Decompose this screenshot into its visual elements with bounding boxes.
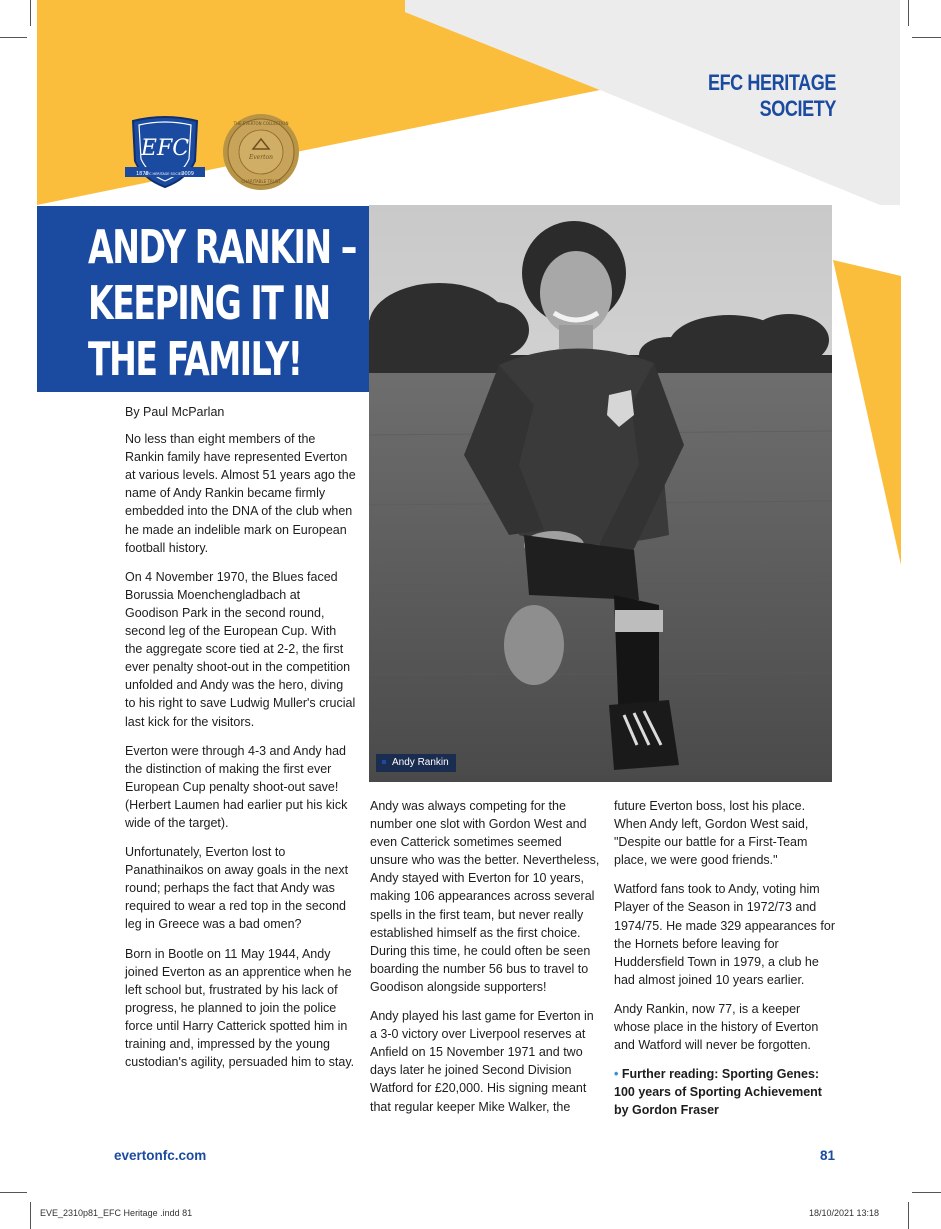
crop-mark: [912, 37, 941, 38]
paragraph: Unfortunately, Everton lost to Panathinaikos on away goals in the next round; perhaps the fact that Andy was required to wear a red top in the second leg in Greece was a bad omen?: [125, 845, 349, 932]
paragraph: Everton were through 4-3 and Andy had the distinction of making the first ever European Cup penalty shoot-out save! (Herbert Laumen had earlier put his kick wide of the target).: [125, 743, 348, 830]
crop-mark: [912, 1192, 941, 1193]
svg-text:Everton: Everton: [248, 154, 274, 161]
section-label: EFC HERITAGE SOCIETY: [707, 70, 836, 121]
paragraph: On 4 November 1970, the Blues faced Borussia Moenchengladbach at Goodison Park in the second round, second leg of the European Cup. With the aggregate score tied at 2-2, the first ever penalty shoot-out in the competition unfolded and Andy was the hero, diving to his right to save Ludwig Muller's crucial last kick for the visitors.: [125, 569, 356, 729]
title-line-1: ANDY RANKIN –: [88, 220, 356, 274]
crop-mark: [0, 1192, 27, 1193]
article-column-3: [614, 797, 838, 1131]
crop-mark: [908, 0, 909, 26]
svg-text:CHARITABLE TRUST: CHARITABLE TRUST: [241, 179, 281, 184]
paragraph: Andy played his last game for Everton in a 3-0 victory over Liverpool reserves at Anfield on 15 November 1971 and two days later he joined Second Division Watford for £20,000. His signing meant that regular keeper Mike Walker, the: [370, 1009, 594, 1114]
further-reading: • Further reading: Sporting Genes: 100 years of Sporting Achievement by Gordon Fraser: [614, 1067, 822, 1118]
paragraph: Andy was always competing for the number one slot with Gordon West and even Catterick sometimes seemed unsure who was the better. Nevertheless, Andy stayed with Everton for 10 years, making 106 appearances across several spells in the first team, but never really established himself as the first choice. During this time, he could often be seen boarding the number 56 bus to travel to Goodison alongside supporters!: [370, 799, 600, 994]
svg-text:EFC HERITAGE SOCIETY: EFC HERITAGE SOCIETY: [145, 172, 185, 176]
title-line-2: KEEPING IT IN: [88, 276, 330, 330]
efc-heritage-crest: [125, 115, 205, 189]
website-link[interactable]: evertonfc.com: [114, 1148, 207, 1163]
svg-text:2009: 2009: [181, 171, 194, 177]
player-photo: [369, 205, 832, 782]
page-number: 81: [820, 1148, 836, 1163]
print-timestamp: 18/10/2021 13:18: [809, 1208, 880, 1218]
paragraph: future Everton boss, lost his place. When Andy left, Gordon West said, "Despite our battle for a First-Team place, we were good friends.": [614, 799, 809, 868]
everton-collection-medal: [222, 113, 300, 191]
svg-text:1878: 1878: [136, 171, 149, 177]
photo-caption: Andy Rankin: [376, 754, 456, 772]
paragraph: Andy Rankin, now 77, is a keeper whose place in the history of Everton and Watford will never be forgotten.: [614, 1001, 819, 1053]
crop-mark: [30, 0, 31, 26]
crop-mark: [0, 37, 27, 38]
crop-mark: [30, 1202, 31, 1229]
crest-letters: EFC: [140, 136, 190, 161]
crop-mark: [908, 1202, 909, 1229]
print-slug: EVE_2310p81_EFC Heritage .indd 81: [40, 1208, 193, 1218]
article-column-1: [125, 403, 357, 1082]
title-line-3: THE FAMILY!: [88, 332, 302, 386]
paragraph: No less than eight members of the Rankin family have represented Everton at various levels. Almost 51 years ago the name of Andy Rankin became firmly embedded into the DNA of the club when he made an indelible mark on European football history.: [125, 432, 356, 555]
svg-text:THE EVERTON COLLECTION: THE EVERTON COLLECTION: [233, 121, 289, 126]
byline: By Paul McParlan: [125, 405, 225, 419]
paragraph: Born in Bootle on 11 May 1944, Andy joined Everton as an apprentice when he left school but, frustrated by his lack of progress, he planned to join the police force until Harry Catterick spotted him in training and, impressed by the young custodian's agility, persuaded him to stay.: [125, 946, 355, 1070]
paragraph: Watford fans took to Andy, voting him Player of the Season in 1972/73 and 1974/75. He made 329 appearances for the Hornets before leaving for Huddersfield Town in 1979, a club he had almost joined 10 years earlier.: [614, 882, 835, 987]
yellow-side-shape: [833, 260, 901, 565]
article-column-2: [370, 797, 600, 1127]
